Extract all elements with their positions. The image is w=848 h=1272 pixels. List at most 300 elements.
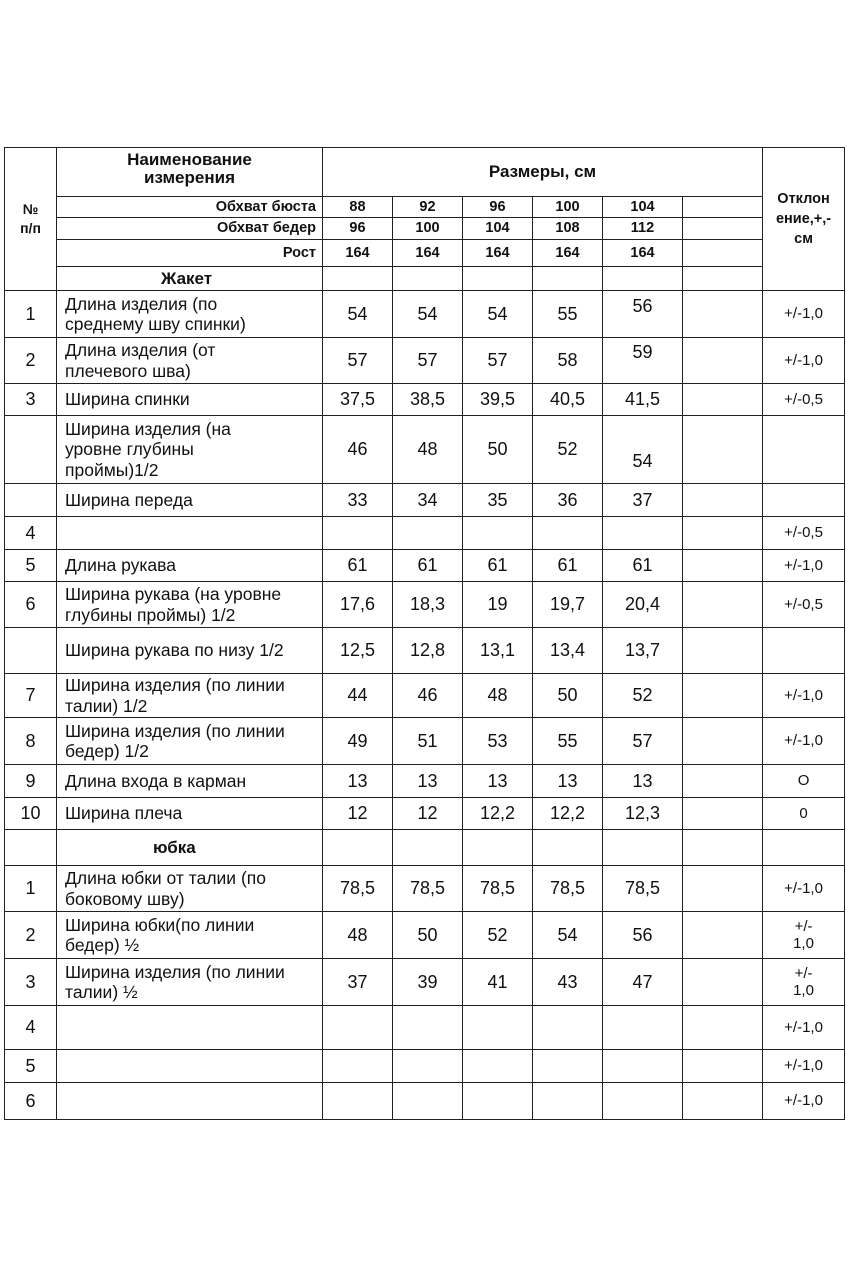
size-value — [393, 291, 463, 338]
tolerance-value — [763, 866, 845, 912]
size-value — [323, 959, 393, 1006]
index-header: № п/п — [5, 148, 57, 291]
tolerance-text: +/- 1,0 — [793, 964, 814, 999]
header-row-bust — [5, 197, 845, 218]
section-skirt: юбка — [57, 830, 323, 866]
tolerance-text: +/-1,0 — [784, 1092, 823, 1110]
tolerance-text: +/-1,0 — [784, 879, 823, 897]
row-index: 5 — [5, 1050, 57, 1083]
row-index: 1 — [5, 866, 57, 912]
height-size-1: 164 — [393, 240, 463, 267]
table-row — [5, 765, 845, 798]
size-value — [603, 674, 683, 718]
size-value — [393, 1050, 463, 1083]
tolerance-value — [763, 550, 845, 582]
size-value — [463, 384, 533, 416]
size-value — [683, 628, 763, 674]
size-value — [393, 416, 463, 484]
size-value-text: 57 — [347, 350, 368, 371]
size-value — [533, 1083, 603, 1120]
row-index: 6 — [5, 582, 57, 628]
size-value — [463, 912, 533, 959]
size-value-text: 37,5 — [339, 389, 376, 410]
height-size-5 — [683, 240, 763, 267]
hips-size-3: 108 — [533, 218, 603, 240]
size-value — [393, 1083, 463, 1120]
tolerance-value — [763, 674, 845, 718]
measurement-name — [57, 1050, 323, 1083]
size-value — [323, 291, 393, 338]
tolerance-value — [763, 416, 845, 484]
size-value — [533, 628, 603, 674]
measurement-name — [57, 798, 323, 830]
size-value — [463, 674, 533, 718]
size-value-text: 78,5 — [409, 878, 446, 899]
header-row-height — [5, 240, 845, 267]
size-value-text: 12,2 — [549, 803, 586, 824]
size-value — [683, 384, 763, 416]
table-row — [5, 384, 845, 416]
size-value — [323, 582, 393, 628]
header-row-hips — [5, 218, 845, 240]
table-cell — [323, 267, 393, 291]
size-value-text: 13 — [557, 770, 578, 791]
measurement-name — [57, 866, 323, 912]
size-value — [463, 765, 533, 798]
section-row-jacket — [5, 267, 845, 291]
row-index: 3 — [5, 959, 57, 1006]
size-value — [463, 1083, 533, 1120]
size-value — [393, 798, 463, 830]
row-index: 9 — [5, 765, 57, 798]
measurement-name — [57, 384, 323, 416]
size-value — [463, 291, 533, 338]
size-value-text: 12,2 — [479, 803, 516, 824]
size-value — [683, 338, 763, 384]
table-cell — [393, 267, 463, 291]
table-cell — [603, 267, 683, 291]
measurement-name — [57, 959, 323, 1006]
size-value-text: 13,4 — [549, 640, 586, 661]
size-value — [533, 291, 603, 338]
row-index: 4 — [5, 517, 57, 550]
size-value — [683, 798, 763, 830]
size-value — [683, 765, 763, 798]
size-value — [533, 798, 603, 830]
size-value — [323, 674, 393, 718]
tolerance-text: +/-1,0 — [784, 686, 823, 704]
size-value — [533, 550, 603, 582]
tolerance-value — [763, 912, 845, 959]
measurement-name-text: Ширина рукава по низу 1/2 — [65, 640, 284, 661]
size-value-text: 50 — [487, 439, 508, 460]
size-value — [463, 959, 533, 1006]
size-value-text: 41 — [487, 971, 508, 992]
height-size-0: 164 — [323, 240, 393, 267]
bust-size-3: 100 — [533, 197, 603, 218]
hips-size-0: 96 — [323, 218, 393, 240]
table-cell — [463, 267, 533, 291]
table-row — [5, 550, 845, 582]
size-value — [533, 959, 603, 1006]
size-value — [463, 550, 533, 582]
size-value — [603, 1083, 683, 1120]
size-value-text: 19,7 — [549, 594, 586, 615]
size-value — [393, 718, 463, 765]
tolerance-value — [763, 1006, 845, 1050]
table-row — [5, 1083, 845, 1120]
height-size-2: 164 — [463, 240, 533, 267]
size-value-text: 17,6 — [339, 594, 376, 615]
measurement-name-text: Ширина плеча — [65, 803, 183, 824]
size-value — [393, 912, 463, 959]
measurement-name-text: Длина рукава — [65, 555, 176, 576]
table-row — [5, 718, 845, 765]
bust-label: Обхват бюста — [57, 197, 323, 218]
tolerance-value — [763, 517, 845, 550]
size-value — [603, 384, 683, 416]
size-value-text: 33 — [347, 489, 368, 510]
table-row — [5, 416, 845, 484]
size-value-text: 39 — [417, 971, 438, 992]
size-value-text: 55 — [557, 730, 578, 751]
size-value-text: 48 — [487, 685, 508, 706]
measurement-name — [57, 718, 323, 765]
hips-size-1: 100 — [393, 218, 463, 240]
size-value-text: 78,5 — [339, 878, 376, 899]
table-cell — [603, 830, 683, 866]
measurement-name-text: Ширина изделия (по линии талии) 1/2 — [65, 675, 285, 716]
size-value — [463, 517, 533, 550]
size-value-text: 54 — [557, 924, 578, 945]
size-value — [533, 1050, 603, 1083]
tolerance-value — [763, 291, 845, 338]
size-value — [533, 384, 603, 416]
size-value — [683, 1006, 763, 1050]
table-cell — [323, 830, 393, 866]
table-cell — [763, 830, 845, 866]
size-value — [603, 582, 683, 628]
size-value — [603, 517, 683, 550]
size-value — [533, 484, 603, 517]
height-size-4: 164 — [603, 240, 683, 267]
size-value — [683, 517, 763, 550]
size-value — [603, 1006, 683, 1050]
size-value-text: 13 — [632, 770, 653, 791]
row-index: 2 — [5, 338, 57, 384]
size-value-text: 51 — [417, 730, 438, 751]
section-row-skirt — [5, 830, 845, 866]
size-value-text: 54 — [487, 303, 508, 324]
measurement-name-text: Длина входа в карман — [65, 770, 247, 791]
bust-size-0: 88 — [323, 197, 393, 218]
size-value-text: 12 — [347, 803, 368, 824]
size-value — [463, 416, 533, 484]
size-value — [323, 1083, 393, 1120]
measurement-name — [57, 517, 323, 550]
size-value — [323, 1006, 393, 1050]
tolerance-value — [763, 384, 845, 416]
size-value — [393, 338, 463, 384]
row-index — [5, 484, 57, 517]
size-value — [683, 582, 763, 628]
size-value-text: 61 — [557, 555, 578, 576]
size-value — [323, 798, 393, 830]
size-value — [463, 866, 533, 912]
tolerance-text: +/-1,0 — [784, 1057, 823, 1075]
size-value — [533, 517, 603, 550]
tolerance-text: +/-1,0 — [784, 732, 823, 750]
height-size-3: 164 — [533, 240, 603, 267]
table-cell — [533, 267, 603, 291]
size-value — [603, 291, 683, 338]
row-index: 3 — [5, 384, 57, 416]
table-row — [5, 1006, 845, 1050]
size-value — [683, 674, 763, 718]
size-value-text: 20,4 — [624, 594, 661, 615]
row-index: 7 — [5, 674, 57, 718]
size-value-text: 55 — [557, 303, 578, 324]
measurement-name-text: Длина юбки от талии (по боковому шву) — [65, 868, 266, 909]
size-value-text: 43 — [557, 971, 578, 992]
row-index: 10 — [5, 798, 57, 830]
size-value-text: 78,5 — [624, 878, 661, 899]
size-value — [463, 798, 533, 830]
size-value — [393, 674, 463, 718]
section-jacket: Жакет — [57, 267, 323, 291]
size-value-text: 37 — [632, 489, 653, 510]
size-value — [323, 517, 393, 550]
size-value — [603, 866, 683, 912]
size-value-text: 37 — [347, 971, 368, 992]
size-value — [393, 866, 463, 912]
size-value — [393, 384, 463, 416]
tolerance-text: +/-1,0 — [784, 351, 823, 369]
size-value-text: 13,1 — [479, 640, 516, 661]
size-value — [463, 1050, 533, 1083]
tolerance-value — [763, 582, 845, 628]
tolerance-value — [763, 628, 845, 674]
size-value — [393, 484, 463, 517]
table-row — [5, 674, 845, 718]
measurement-name-text: Длина изделия (по среднему шву спинки) — [65, 293, 246, 334]
size-value-text: 52 — [487, 924, 508, 945]
size-value — [533, 582, 603, 628]
size-value-text: 35 — [487, 489, 508, 510]
size-value — [393, 550, 463, 582]
size-value — [683, 484, 763, 517]
size-value — [603, 416, 683, 484]
size-value — [323, 718, 393, 765]
size-value-text: 61 — [632, 555, 653, 576]
size-value — [393, 628, 463, 674]
table-cell — [463, 830, 533, 866]
size-value-text: 36 — [557, 489, 578, 510]
table-cell — [683, 267, 763, 291]
size-value — [533, 718, 603, 765]
size-value — [323, 416, 393, 484]
size-value — [683, 1050, 763, 1083]
row-index: 4 — [5, 1006, 57, 1050]
tolerance-value — [763, 338, 845, 384]
size-value — [533, 765, 603, 798]
size-value — [323, 384, 393, 416]
bust-size-1: 92 — [393, 197, 463, 218]
bust-size-4: 104 — [603, 197, 683, 218]
size-value — [533, 338, 603, 384]
row-index: 2 — [5, 912, 57, 959]
size-value — [603, 765, 683, 798]
measurement-name — [57, 484, 323, 517]
size-value-text: 41,5 — [624, 389, 661, 410]
size-value-text: 13 — [417, 770, 438, 791]
measurement-name — [57, 674, 323, 718]
size-value — [323, 912, 393, 959]
size-value — [393, 959, 463, 1006]
size-value — [323, 628, 393, 674]
hips-size-5 — [683, 218, 763, 240]
table-cell — [533, 830, 603, 866]
size-value — [393, 582, 463, 628]
size-value-text: 18,3 — [409, 594, 446, 615]
size-value — [683, 866, 763, 912]
tolerance-value — [763, 765, 845, 798]
table-row — [5, 798, 845, 830]
sizes-header: Размеры, см — [323, 148, 763, 197]
size-value-text: 61 — [347, 555, 368, 576]
size-value-text: 46 — [347, 439, 368, 460]
table-cell — [5, 830, 57, 866]
size-value — [683, 291, 763, 338]
bust-size-2: 96 — [463, 197, 533, 218]
size-value-text: 50 — [557, 685, 578, 706]
measurement-name — [57, 291, 323, 338]
size-value — [323, 484, 393, 517]
table-cell — [683, 830, 763, 866]
size-value-text: 54 — [347, 303, 368, 324]
tolerance-value — [763, 1050, 845, 1083]
size-value — [533, 416, 603, 484]
height-label: Рост — [57, 240, 323, 267]
measurement-name-text: Длина изделия (от плечевого шва) — [65, 340, 216, 381]
size-table — [4, 147, 845, 1120]
size-value-text: 44 — [347, 685, 368, 706]
size-value-text: 52 — [632, 685, 653, 706]
tolerance-header: Отклон ение,+,- см — [763, 148, 845, 291]
measurement-name-text: Ширина переда — [65, 489, 193, 510]
tolerance-value — [763, 959, 845, 1006]
size-value — [683, 718, 763, 765]
tolerance-text: +/-1,0 — [784, 305, 823, 323]
size-value-text: 57 — [487, 350, 508, 371]
size-value — [393, 765, 463, 798]
size-value — [463, 628, 533, 674]
tolerance-value — [763, 484, 845, 517]
table-row — [5, 959, 845, 1006]
size-value — [463, 338, 533, 384]
size-value-text: 56 — [632, 924, 653, 945]
size-value-text: 59 — [632, 342, 653, 363]
tolerance-text: +/-1,0 — [784, 556, 823, 574]
size-value — [323, 1050, 393, 1083]
size-value — [603, 484, 683, 517]
row-index: 6 — [5, 1083, 57, 1120]
size-value-text: 57 — [417, 350, 438, 371]
table-row — [5, 628, 845, 674]
size-value-text: 13,7 — [624, 640, 661, 661]
size-value-text: 54 — [632, 451, 653, 472]
size-value — [603, 338, 683, 384]
size-value — [463, 1006, 533, 1050]
tolerance-value — [763, 798, 845, 830]
measurement-name-text: Ширина рукава (на уровне глубины проймы) 1/2 — [65, 584, 282, 625]
table-row — [5, 1050, 845, 1083]
row-index: 8 — [5, 718, 57, 765]
size-value-text: 61 — [417, 555, 438, 576]
hips-label: Обхват бедер — [57, 218, 323, 240]
size-value-text: 12,3 — [624, 803, 661, 824]
size-value — [323, 765, 393, 798]
size-value — [323, 338, 393, 384]
measurement-name-text: Ширина изделия (на уровне глубины проймы)1/2 — [65, 419, 231, 480]
size-value — [603, 718, 683, 765]
size-value-text: 46 — [417, 685, 438, 706]
tolerance-text: +/- 1,0 — [793, 917, 814, 952]
size-value-text: 61 — [487, 555, 508, 576]
size-value-text: 78,5 — [549, 878, 586, 899]
measurement-name — [57, 912, 323, 959]
size-value — [323, 550, 393, 582]
measurement-name-text: Ширина изделия (по линии бедер) 1/2 — [65, 720, 285, 761]
row-index: 1 — [5, 291, 57, 338]
size-value — [603, 550, 683, 582]
size-value — [533, 912, 603, 959]
size-value — [603, 1050, 683, 1083]
table-row — [5, 338, 845, 384]
size-value-text: 56 — [632, 295, 653, 316]
size-value-text: 57 — [632, 730, 653, 751]
size-value-text: 12,8 — [409, 640, 446, 661]
measurement-name-text: Ширина изделия (по линии талии) ½ — [65, 961, 285, 1002]
bust-size-5 — [683, 197, 763, 218]
size-value-text: 48 — [417, 439, 438, 460]
header-row-title — [5, 148, 845, 197]
size-value-text: 54 — [417, 303, 438, 324]
row-index — [5, 416, 57, 484]
size-value-text: 12,5 — [339, 640, 376, 661]
table-row — [5, 484, 845, 517]
size-value-text: 34 — [417, 489, 438, 510]
measurement-name-text: Ширина спинки — [65, 389, 190, 410]
size-value-text: 39,5 — [479, 389, 516, 410]
size-value-text: 19 — [487, 594, 508, 615]
size-value — [323, 866, 393, 912]
measurement-name — [57, 582, 323, 628]
size-value — [683, 416, 763, 484]
tolerance-text: О — [797, 772, 810, 790]
size-value — [463, 718, 533, 765]
row-index: 5 — [5, 550, 57, 582]
size-value-text: 58 — [557, 350, 578, 371]
size-value-text: 47 — [632, 971, 653, 992]
tolerance-text: +/-0,5 — [784, 390, 823, 408]
tolerance-text: +/-1,0 — [784, 1018, 823, 1036]
row-index — [5, 628, 57, 674]
measurement-name — [57, 1006, 323, 1050]
size-value — [603, 912, 683, 959]
size-value-text: 38,5 — [409, 389, 446, 410]
table-row — [5, 582, 845, 628]
